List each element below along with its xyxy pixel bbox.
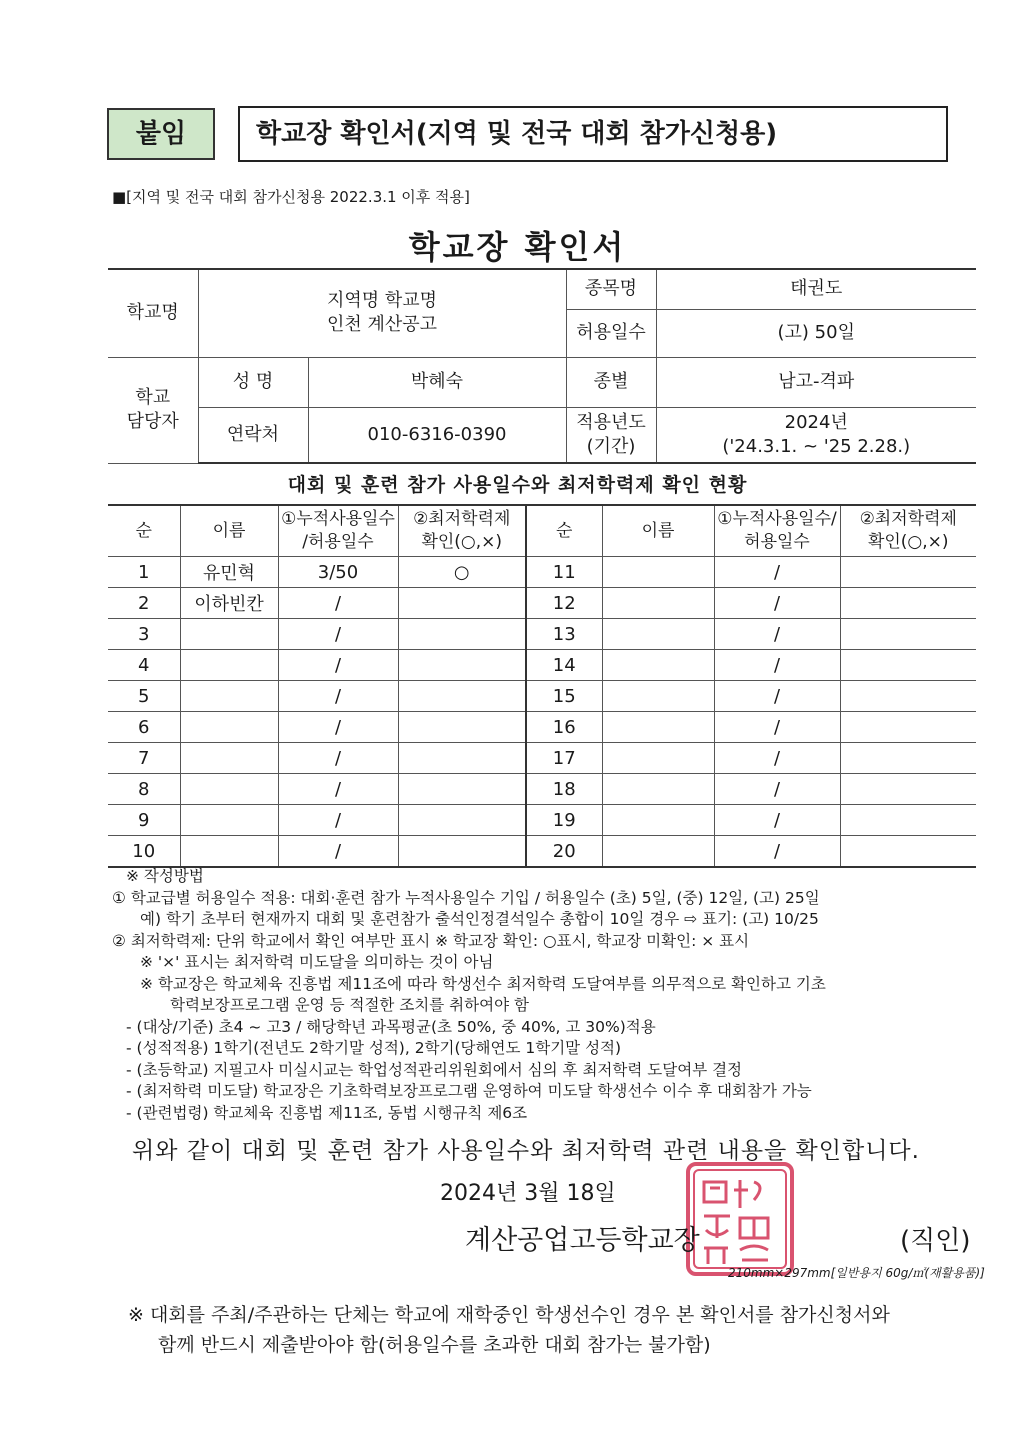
row-no: 12 [526,588,602,619]
confirmation-statement: 위와 같이 대회 및 훈련 참가 사용일수와 최저학력 관련 내용을 확인합니다. [132,1138,920,1164]
note-line: - (관련법령) 학교체육 진흥법 제11조, 동법 시행규칙 제6조 [126,1103,528,1122]
row-no: 8 [108,774,180,805]
row-name [602,619,714,650]
row-days: / [714,588,840,619]
table-row [108,588,976,619]
roster-table [108,504,976,868]
row-no: 1 [108,557,180,588]
row-days: / [714,712,840,743]
row-academic [398,650,526,681]
row-no: 13 [526,619,602,650]
row-no: 15 [526,681,602,712]
note-line: - (초등학교) 지필고사 미실시교는 학업성적관리위원회에서 심의 후 최저학력 도달여부 결정 [126,1060,743,1079]
header-no-left: 순 [108,505,180,557]
header-no-right: 순 [526,505,602,557]
row-no: 14 [526,650,602,681]
allowed-days-value: (고) 50일 [656,309,976,357]
row-name [180,836,278,868]
submission-note-line-2: 함께 반드시 제출받아야 함(허용일수를 초과한 대회 참가는 불가함) [158,1334,711,1356]
category-value: 남고-격파 [656,357,976,407]
row-name [180,712,278,743]
row-days: / [278,805,398,836]
row-academic [398,681,526,712]
header-days-right [714,505,840,557]
note-line: 학력보장프로그램 운영 등 적절한 조치를 취하여야 함 [170,996,529,1014]
header-days-left-line-1: ①누적사용일수 [281,509,395,529]
info-table [108,268,976,464]
row-name [180,681,278,712]
attachment-tag: 붙임 [107,108,215,160]
note-line: - (성적적용) 1학기(전년도 2학기말 성적), 2학기(당해연도 1학기말 성적) [126,1039,622,1057]
school-principal-name: 계산공업고등학교장 [465,1225,700,1256]
row-no: 11 [526,557,602,588]
table-row [108,712,976,743]
period-value [656,407,976,463]
row-no: 2 [108,588,180,619]
row-days: / [714,650,840,681]
row-name [602,836,714,868]
notes-heading: ※ 작성방법 [126,867,204,885]
header-name-right: 이름 [602,505,714,557]
row-academic [398,588,526,619]
header-academic-left [398,505,526,557]
school-line-2: 인천 계산공고 [326,314,438,336]
row-academic [840,588,976,619]
period-value-line-2: ('24.3.1. ~ '25 2.28.) [722,435,911,457]
row-days: / [714,774,840,805]
row-name [602,712,714,743]
school-seal-stamp [684,1160,796,1278]
note-line: ② 최저학력제: 단위 학교에서 확인 여부만 표시 ※ 학교장 확인: ○표시, 학교장 미확인: × 표시 [112,931,750,950]
table-row [108,557,976,588]
row-academic [398,743,526,774]
document-title: 학교장 확인서 [408,228,627,266]
row-no: 16 [526,712,602,743]
issue-date: 2024년 3월 18일 [440,1181,616,1206]
row-name [602,650,714,681]
row-no: 18 [526,774,602,805]
row-name [602,557,714,588]
row-name [180,774,278,805]
row-academic [840,557,976,588]
note-line: - (최저학력 미도달) 학교장은 기초학력보장프로그램 운영하여 미도달 학생선수 이수 후 대회참가 가능 [126,1082,812,1100]
row-no: 9 [108,805,180,836]
contact-value: 010-6316-0390 [308,407,566,463]
paper-spec: 210mm×297mm[일반용지 60g/㎡(재활용품)] [728,1266,985,1280]
row-name: 유민혁 [180,557,278,588]
row-days: / [714,681,840,712]
row-no: 17 [526,743,602,774]
event-value: 태권도 [656,269,976,309]
header-academic-left-line-1: ②최저학력제 [413,509,511,529]
writing-instructions [112,866,992,1124]
row-academic [840,743,976,774]
row-no: 4 [108,650,180,681]
allowed-days-label: 허용일수 [566,309,656,357]
row-name [180,650,278,681]
row-academic [840,650,976,681]
row-days: / [278,619,398,650]
row-name [602,774,714,805]
row-days: / [278,712,398,743]
header-academic-left-line-2: 확인(○,×) [421,532,503,552]
row-days: / [278,588,398,619]
submission-note-line-1: ※ 대회를 주최/주관하는 단체는 학교에 재학중인 학생선수인 경우 본 확인서를 참가신청서와 [128,1304,890,1326]
row-academic [840,619,976,650]
row-no: 3 [108,619,180,650]
header-title: 학교장 확인서(지역 및 전국 대회 참가신청용) [238,106,948,162]
table-row [108,619,976,650]
row-no: 10 [108,836,180,868]
row-no: 7 [108,743,180,774]
header-name-left: 이름 [180,505,278,557]
row-days: 3/50 [278,557,398,588]
period-label [566,407,656,463]
contact-label: 연락처 [198,407,308,463]
staff-label-line-1: 학교 [135,387,171,408]
row-no: 5 [108,681,180,712]
row-no: 20 [526,836,602,868]
staff-label [108,357,198,463]
table-row [108,681,976,712]
row-no: 6 [108,712,180,743]
row-academic [840,836,976,868]
row-days: / [278,743,398,774]
row-name [602,805,714,836]
row-name [180,619,278,650]
row-no: 19 [526,805,602,836]
row-academic [398,619,526,650]
row-academic [840,712,976,743]
header-days-right-line-1: ①누적사용일수/ [717,509,837,529]
row-name [180,743,278,774]
row-days: / [278,650,398,681]
header-days-right-line-2: 허용일수 [744,532,810,552]
header-academic-right [840,505,976,557]
note-line: 예) 학기 초부터 현재까지 대회 및 훈련참가 출석인정결석일수 총합이 10일 경우 ⇨ 표기: (고) 10/25 [140,910,819,928]
row-name: 이하빈칸 [180,588,278,619]
table-row [108,836,976,868]
row-days: / [278,681,398,712]
table-row [108,805,976,836]
row-days: / [714,743,840,774]
row-name [602,588,714,619]
school-value [198,269,566,357]
period-value-line-1: 2024년 [784,411,848,433]
table-row [108,743,976,774]
category-label: 종별 [566,357,656,407]
row-academic [398,774,526,805]
name-value: 박혜숙 [308,357,566,407]
period-label-line-2: (기간) [586,435,636,457]
submission-note [128,1300,890,1360]
event-label: 종목명 [566,269,656,309]
period-label-line-1: 적용년도 [576,411,646,433]
school-line-1: 지역명 학교명 [326,290,438,312]
row-days: / [714,836,840,868]
row-academic [840,774,976,805]
staff-label-line-2: 담당자 [126,411,179,432]
note-line: - (대상/기준) 초4 ~ 고3 / 해당학년 과목평균(초 50%, 중 40%, 고 30%)적용 [126,1017,656,1036]
seal-label: (직인) [900,1226,971,1256]
row-academic [398,836,526,868]
row-name [602,743,714,774]
row-days: / [714,805,840,836]
header-academic-right-line-1: ②최저학력제 [859,509,957,529]
table-row [108,650,976,681]
note-line: ※ 학교장은 학교체육 진흥법 제11조에 따라 학생선수 최저학력 도달여부를 의무적으로 확인하고 기초 [140,974,826,993]
section-title: 대회 및 훈련 참가 사용일수와 최저학력제 확인 현황 [287,474,748,496]
note-line: ① 학교급별 허용일수 적용: 대회·훈련 참가 누적사용일수 기입 / 허용일수 (초) 5일, (중) 12일, (고) 25일 [112,888,820,907]
row-name [180,805,278,836]
table-row [108,774,976,805]
row-academic [840,681,976,712]
applicability-note: ■[지역 및 전국 대회 참가신청용 2022.3.1 이후 적용] [112,188,470,206]
row-academic [398,712,526,743]
row-academic [840,805,976,836]
row-days: / [278,774,398,805]
header-days-left-line-2: /허용일수 [302,532,374,552]
school-label: 학교명 [108,269,198,357]
row-academic: ○ [398,557,526,588]
row-name [602,681,714,712]
row-days: / [714,557,840,588]
row-academic [398,805,526,836]
row-days: / [714,619,840,650]
header-academic-right-line-2: 확인(○,×) [867,532,949,552]
note-line: ※ '×' 표시는 최저학력 미도달을 의미하는 것이 아님 [140,953,494,971]
header-days-left [278,505,398,557]
row-days: / [278,836,398,868]
name-label: 성 명 [198,357,308,407]
